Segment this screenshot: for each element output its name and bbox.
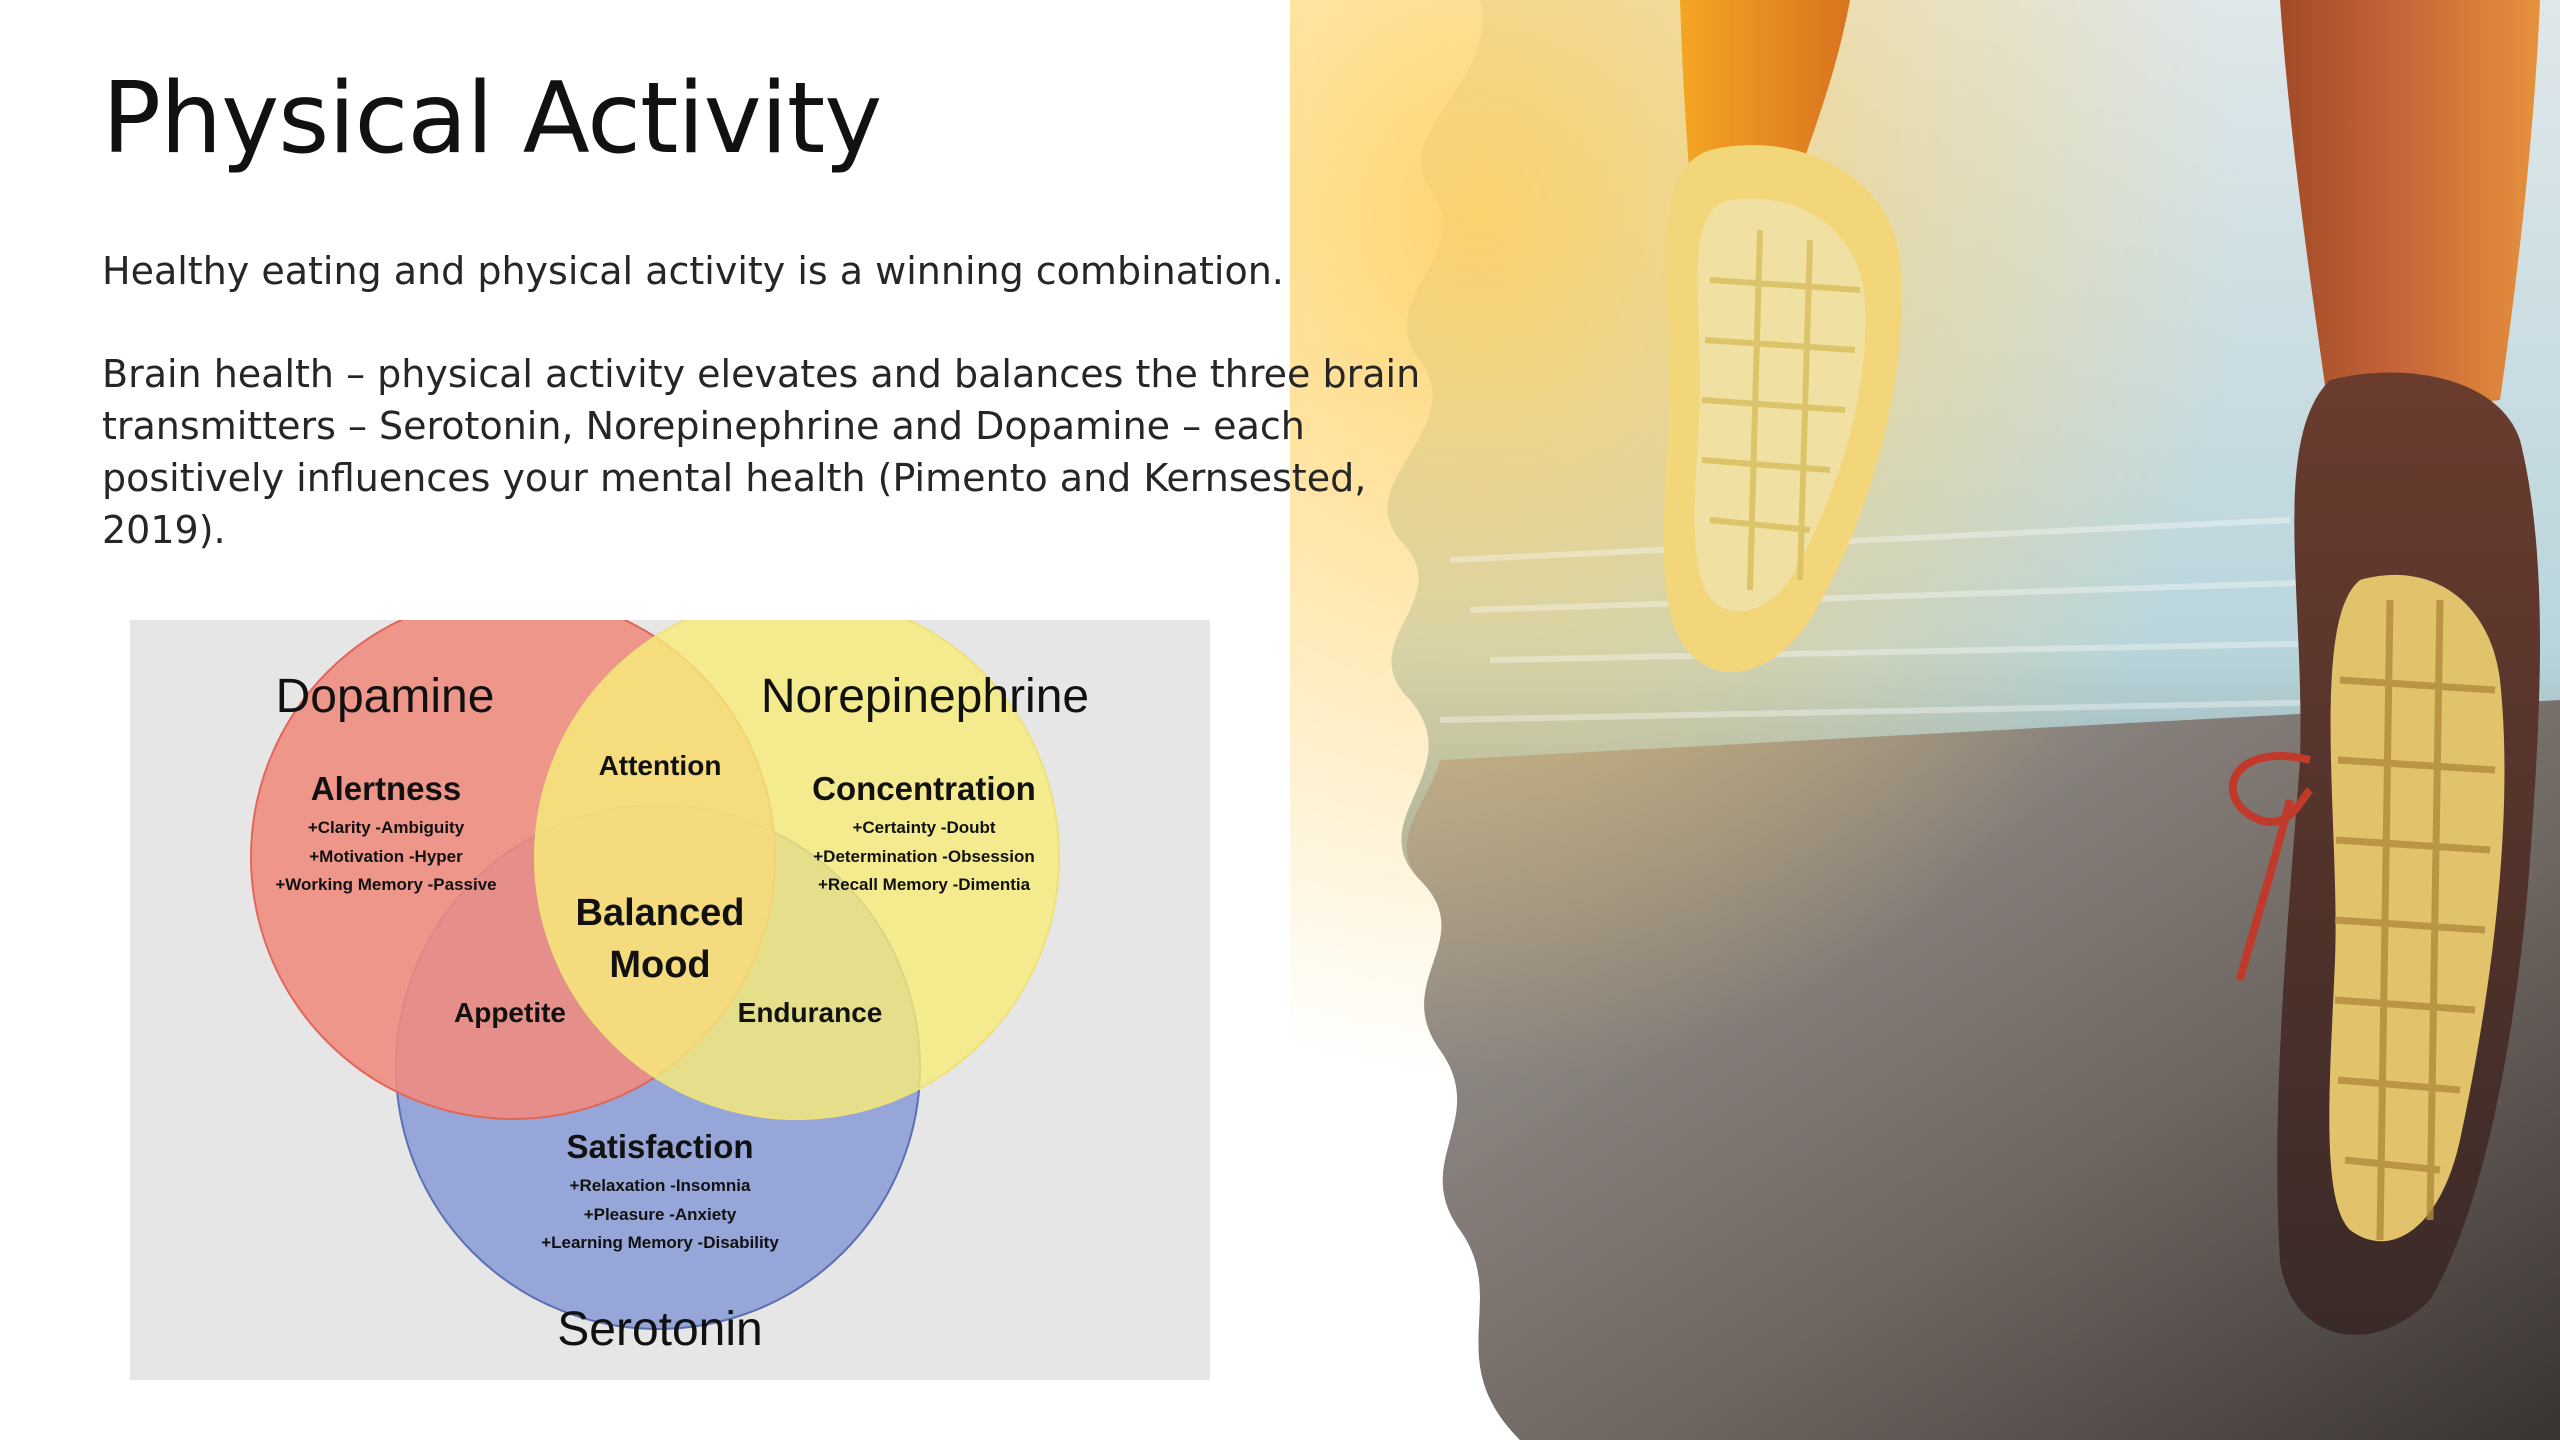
satisfaction-item: +Pleasure -Anxiety	[583, 1205, 737, 1224]
concentration-item: +Determination -Obsession	[813, 847, 1035, 866]
appetite-label: Appetite	[454, 997, 566, 1028]
dopamine-label: Dopamine	[275, 670, 495, 723]
slide-title: Physical Activity	[102, 62, 882, 176]
balanced-mood-line-2: Mood	[609, 944, 711, 986]
endurance-label: Endurance	[737, 997, 883, 1028]
paragraph-brain-health: Brain health – physical activity elevates and balances the three brain transmitters – Serotonin, Norepinephrine and Dopamine – each positively influences your mental health (Pimento and Kernsested, 2019).	[102, 352, 1421, 552]
alertness-heading: Alertness	[310, 770, 462, 807]
alertness-item: +Clarity -Ambiguity	[307, 818, 465, 837]
norepinephrine-label: Norepinephrine	[760, 670, 1090, 723]
balanced-mood-line-1: Balanced	[575, 892, 745, 934]
satisfaction-heading: Satisfaction	[566, 1128, 754, 1165]
alertness-item: +Working Memory -Passive	[275, 875, 497, 894]
attention-label: Attention	[598, 750, 722, 781]
paragraph-intro: Healthy eating and physical activity is a winning combination.	[102, 249, 1284, 293]
serotonin-label: Serotonin	[557, 1303, 763, 1356]
concentration-item: +Certainty -Doubt	[852, 818, 996, 837]
neurotransmitter-venn-diagram	[130, 620, 1210, 1380]
alertness-item: +Motivation -Hyper	[309, 847, 463, 866]
running-shoes-photo	[1290, 0, 2560, 1440]
concentration-item: +Recall Memory -Dimentia	[817, 875, 1031, 894]
satisfaction-item: +Learning Memory -Disability	[541, 1233, 779, 1252]
satisfaction-item: +Relaxation -Insomnia	[569, 1176, 751, 1195]
concentration-heading: Concentration	[812, 770, 1036, 807]
